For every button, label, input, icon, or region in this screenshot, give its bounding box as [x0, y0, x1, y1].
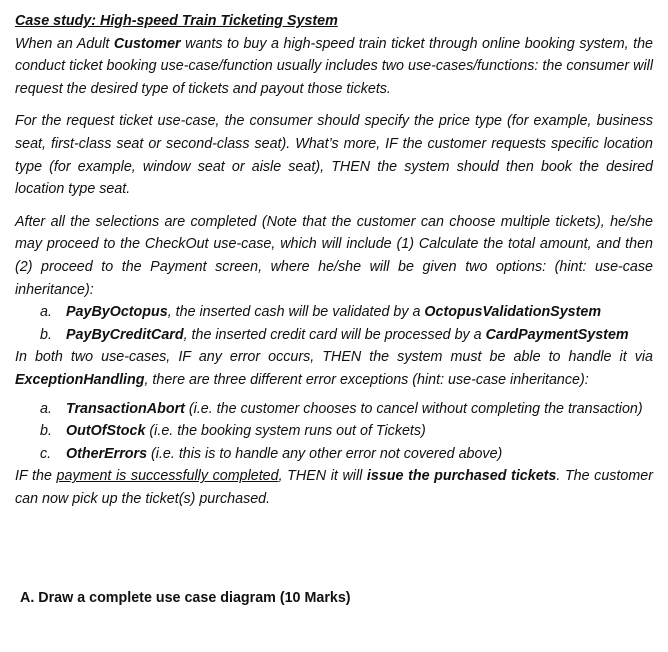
payment-complete-term: payment is successfully completed — [56, 468, 279, 485]
exception-name: OtherErrors — [66, 445, 148, 462]
list-item — [15, 301, 653, 324]
list-marker: a. — [40, 400, 52, 417]
list-marker: b. — [40, 423, 52, 440]
list-item — [15, 324, 653, 347]
exception-name: TransactionAbort — [66, 400, 185, 417]
list-marker: a. — [40, 304, 52, 321]
payment-options-list — [15, 301, 653, 346]
list-marker: c. — [40, 445, 52, 462]
text: , there are three different error exceptions (hint: use-case inheritance): — [144, 371, 589, 388]
paragraph-customer-intro — [15, 33, 653, 101]
case-study-document — [15, 10, 653, 510]
text: . The customer can now pick up the ticket(s) purchased. — [15, 468, 653, 507]
paragraph-checkout: After all the selections are completed (Note that the customer can choose multiple tickets), he/she may proceed to the CheckOut use-case, which will include (1) Calculate the total amount, and then (2) proceed to the Payment screen, where he/she will be given two options: (hint: use-case inheritance): — [15, 213, 653, 298]
text: In both two use-cases, IF any error occurs, THEN the system must be able to handle it via — [15, 349, 653, 366]
system-name: CardPaymentSystem — [485, 326, 629, 343]
system-name: OctopusValidationSystem — [424, 304, 602, 321]
exception-name: OutOfStock — [66, 423, 146, 440]
text: , the inserted credit card will be processed by a — [183, 326, 486, 343]
issue-tickets-term: issue the purchased tickets — [366, 468, 557, 485]
text: (i.e. the customer chooses to cancel without completing the transaction) — [184, 400, 643, 417]
exceptions-list — [15, 398, 653, 466]
paragraph-request-ticket: For the request ticket use-case, the consumer should specify the price type (for example, business seat, first-class seat or second-class seat). What’s more, IF the customer requests specific location type (for example, window seat or aisle seat), THEN the system should then book the desired location type seat. — [15, 113, 653, 198]
paragraph-exception-handling — [15, 346, 653, 391]
text: (i.e. the booking system runs out of Tickets) — [145, 423, 426, 440]
document-title: Case study: High-speed Train Ticketing System — [15, 13, 338, 29]
paragraph-payment-complete — [15, 465, 653, 510]
text: , THEN it will — [278, 468, 367, 485]
text: , the inserted cash will be validated by a — [167, 304, 425, 321]
text: When an Adult — [15, 35, 114, 52]
list-item — [15, 443, 653, 466]
option-name: PayByOctopus — [66, 304, 168, 321]
list-item — [15, 398, 653, 421]
text: (i.e. this is to handle any other error not covered above) — [147, 445, 503, 462]
text: IF the — [15, 468, 57, 485]
question-a: A. Draw a complete use case diagram (10 Marks) — [20, 590, 351, 606]
exception-handling-term: ExceptionHandling — [15, 371, 145, 388]
list-marker: b. — [40, 326, 52, 343]
customer-term: Customer — [113, 35, 181, 52]
option-name: PayByCreditCard — [66, 326, 184, 343]
list-item — [15, 420, 653, 443]
text: wants to buy a high-speed train ticket through online booking system, the conduct ticket booking use-case/function usually includes two use-cases/functions: the consumer will request the desired type of tickets and payout those tickets. — [15, 35, 653, 97]
